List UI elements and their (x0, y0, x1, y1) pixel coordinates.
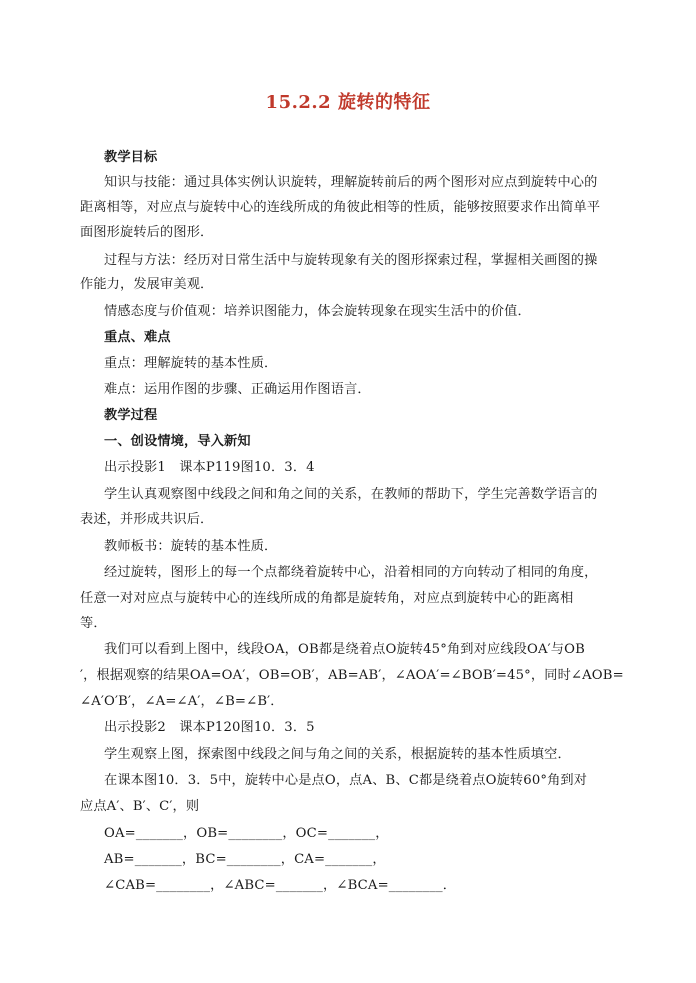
paragraph-line: 距离相等，对应点与旋转中心的连线所成的角彼此相等的性质，能够按照要求作出简单平 (80, 200, 601, 215)
paragraph-line: 经过旋转，图形上的每一个点都绕着旋转中心，沿着相同的方向转动了相同的角度， (104, 565, 598, 580)
fill-in-blank-line: ∠CAB=________，∠ABC=_______，∠BCA=________． (104, 878, 457, 893)
subsection-heading-part1: 一、创设情境，导入新知 (104, 434, 251, 449)
paragraph-line: ′，根据观察的结果OA=OA′，OB=OB′，AB=AB′，∠AOA′=∠BOB′=45°，同时∠AOB= (80, 668, 624, 683)
paragraph-line: 学生观察上图，探索图中线段之间与角之间的关系，根据旋转的基本性质填空． (104, 747, 571, 762)
paragraph-line: 过程与方法：经历对日常生活中与旋转现象有关的图形探索过程，掌握相关画图的操 (104, 253, 598, 268)
paragraph-line: 情感态度与价值观：培养识图能力，体会旋转现象在现实生活中的价值． (104, 304, 531, 319)
paragraph-line: 学生认真观察图中线段之间和角之间的关系，在教师的帮助下，学生完善数学语言的 (104, 487, 598, 502)
paragraph-line: 知识与技能：通过具体实例认识旋转，理解旋转前后的两个图形对应点到旋转中心的 (104, 175, 598, 190)
section-heading-process: 教学过程 (104, 408, 158, 423)
document-title: 15.2.2 旋转的特征 (265, 92, 431, 113)
paragraph-line: 等． (80, 616, 107, 631)
paragraph-line: 在课本图10．3．5中，旋转中心是点O，点A、B、C都是绕着点O旋转60°角到对 (104, 773, 588, 788)
paragraph-line: 重点：理解旋转的基本性质． (104, 356, 278, 371)
paragraph-line: 教师板书：旋转的基本性质． (104, 539, 278, 554)
paragraph-line: 我们可以看到上图中，线段OA，OB都是绕着点O旋转45°角到对应线段OA′与OB (104, 642, 585, 657)
fill-in-blank-line: OA=_______，OB=________，OC=_______， (104, 826, 389, 841)
paragraph-line: 面图形旋转后的图形． (80, 225, 214, 240)
paragraph-line: 作能力，发展审美观． (80, 277, 214, 292)
fill-in-blank-line: AB=_______，BC=________，CA=_______， (104, 852, 386, 867)
paragraph-line: 任意一对对应点与旋转中心的连线所成的角都是旋转角，对应点到旋转中心的距离相 (80, 591, 574, 606)
section-heading-goals: 教学目标 (104, 150, 158, 165)
paragraph-line: 出示投影1 课本P119图10．3．4 (104, 460, 315, 475)
paragraph-line: 应点A′、B′、C′，则 (80, 799, 200, 814)
section-heading-key-points: 重点、难点 (104, 330, 171, 345)
paragraph-line: 出示投影2 课本P120图10．3．5 (104, 720, 315, 735)
paragraph-line: 难点：运用作图的步骤、正确运用作图语言． (104, 382, 371, 397)
paragraph-line: ∠A′O′B′，∠A=∠A′，∠B=∠B′． (80, 694, 284, 709)
paragraph-line: 表述，并形成共识后． (80, 512, 214, 527)
